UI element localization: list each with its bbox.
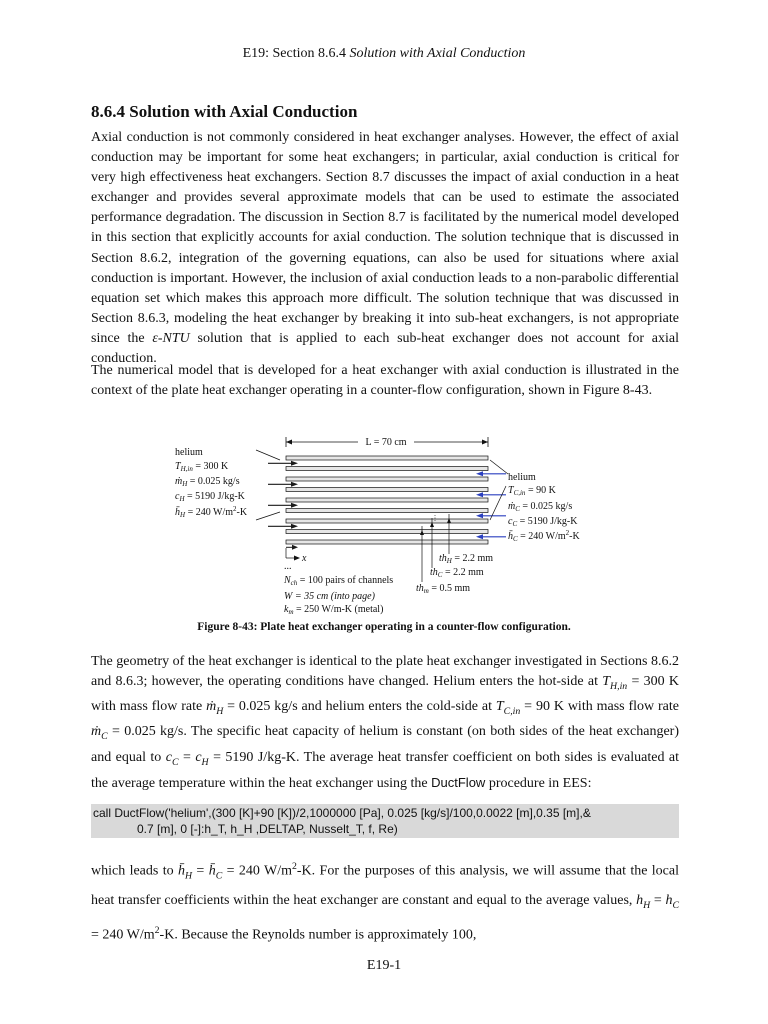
plate — [286, 456, 488, 460]
hot-flow-arrow — [268, 524, 298, 529]
p4-s7: -K. Because the Reynolds number is approximately 100, — [159, 927, 477, 943]
p4-s3: = 240 W/m — [222, 863, 292, 879]
cold-specific-heat: $c_C = 5190$ J/kg-K — [508, 516, 578, 528]
cold-flow-arrow — [476, 534, 506, 539]
p3-mc-sub: C — [101, 731, 108, 743]
hot-heat-transfer-coeff: $h̄_H = 240$ $W/m^2-K$ — [175, 505, 248, 519]
figure-caption: Figure 8-43: Plate heat exchanger operating in a counter-flow configuration. — [197, 621, 571, 633]
p3-cc-sub: C — [171, 756, 179, 768]
p4-s5: = — [650, 893, 666, 909]
p4-s1: which leads to — [91, 863, 178, 879]
p3-mc: ṁ — [91, 724, 102, 740]
p3-cc: c — [165, 749, 172, 765]
p3-ch: c — [195, 749, 202, 765]
flow-arrows-group — [268, 461, 506, 550]
metal-conductivity-label: $k_m = 250$ W/m-K (metal) — [284, 604, 384, 616]
p3-s6: = — [178, 749, 196, 765]
p3-s4: = 90 K with mass flow rate — [520, 699, 679, 715]
hot-bracket-bottom — [256, 512, 280, 520]
hot-bracket-top — [256, 450, 280, 460]
p4-s4: -K. For the purposes of this analysis, we will assume that the local heat transfer coefficients within the heat exchanger are constant and equal to the average values, — [91, 863, 679, 909]
p3-tc-sub: C,in — [503, 706, 521, 718]
x-axis-arrowhead — [294, 556, 300, 561]
plate — [286, 488, 488, 492]
p4-s2: = — [192, 863, 209, 879]
paragraph-assumption — [91, 854, 679, 948]
header-italic: Solution with Axial Conduction — [349, 46, 526, 61]
plates-group — [286, 456, 488, 544]
plate — [286, 530, 488, 534]
p3-s2: = 300 K with mass flow rate — [91, 674, 679, 715]
hot-flow-arrow — [268, 503, 298, 508]
p3-s8: procedure in EES: — [485, 775, 592, 791]
p3-mh-sub: H — [216, 706, 224, 718]
hot-fluid-label: helium — [175, 447, 203, 458]
para1-text-b: solution that is applied to each sub-heat exchanger does not account for axial conduction. — [91, 330, 680, 367]
hot-mass-flow: ṁ$_H$ = 0.025 kg/s — [175, 476, 240, 488]
cold-inlet-temp: $T_{C,in} = 90$ K — [508, 485, 556, 497]
p3-th-sub: H,in — [610, 681, 628, 693]
p3-s3: = 0.025 kg/s and helium enters the cold-side at — [223, 699, 496, 715]
width-label: W = 35 cm (into page) — [284, 591, 375, 602]
code-line-1: call DuctFlow('helium',(300 [K]+90 [K])/2,1000000 [Pa], 0.025 [kg/s]/100,0.0022 [m],0.35 [m],& — [93, 806, 591, 820]
code-block — [91, 804, 679, 838]
plate — [286, 467, 488, 471]
x-axis-label: x — [302, 553, 307, 564]
paragraph-model: The numerical model that is developed for a heat exchanger with axial conduction is illustrated in the context of the plate heat exchanger operating in a counter-flow configuration, shown in Figure 8-43. — [91, 363, 679, 399]
p4-h1-sub: H — [643, 900, 651, 912]
figure-diagram — [168, 430, 580, 620]
hot-specific-heat: $c_H = 5190$ J/kg-K — [175, 491, 245, 503]
cold-mass-flow: ṁ$_C$ = 0.025 kg/s — [508, 501, 573, 513]
plate — [286, 540, 488, 544]
p3-th: T — [602, 674, 611, 690]
p4-hh: h̄ — [177, 863, 185, 879]
p3-ch-sub: H — [201, 756, 209, 768]
thC-label: $th_C = 2.2$ mm — [430, 567, 484, 579]
p3-tc: T — [495, 699, 504, 715]
channels-ellipsis: ... — [284, 561, 292, 572]
length-arrowhead-right — [482, 440, 488, 445]
p4-hh-sub: H — [184, 870, 193, 882]
cold-fluid-label: helium — [508, 472, 536, 483]
p4-hc: h̄ — [208, 863, 216, 879]
p4-s6: = 240 W/m — [91, 927, 155, 943]
cold-flow-arrow — [476, 471, 506, 476]
thm-label: $th_m = 0.5$ mm — [416, 583, 471, 595]
cold-heat-transfer-coeff: $h̄_C = 240$ $W/m^2-K$ — [508, 529, 580, 543]
page-number: E19-1 — [366, 958, 402, 973]
cold-bracket-bottom — [490, 486, 506, 520]
figure-8-43 — [168, 430, 580, 620]
p4-hc-sub: C — [215, 870, 223, 882]
p3-mh: ṁ — [206, 699, 217, 715]
length-label: L = 70 cm — [365, 437, 407, 448]
channel-count-label: $N_{ch} = 100$ pairs of channels — [284, 575, 394, 587]
hot-flow-arrow — [268, 461, 298, 466]
header-prefix: E19: Section 8.6.4 — [242, 46, 350, 61]
section-title: 8.6.4 Solution with Axial Conduction — [91, 102, 358, 121]
plate — [286, 477, 488, 481]
p4-sup1: 2 — [291, 861, 297, 872]
para1-italic-entu: ε-NTU — [152, 330, 190, 346]
hot-flow-arrow — [286, 545, 298, 550]
page-header — [0, 46, 768, 62]
p3-s1: The geometry of the heat exchanger is identical to the plate heat exchanger investigated in Sections 8.6.2 and 8.6.3; however, the operating conditions have changed. Helium enters the hot-side at — [91, 654, 679, 690]
p4-h2: h — [665, 893, 673, 909]
code-line-2: 0.7 [m], 0 [-]:h_T, h_H ,DELTAP, Nusselt_T, f, Re) — [137, 822, 398, 836]
p3-procedure-name: DuctFlow — [431, 774, 486, 790]
p4-sup2: 2 — [154, 925, 160, 937]
plate — [286, 509, 488, 513]
hot-flow-arrow — [268, 482, 298, 487]
paragraph-intro — [91, 128, 679, 369]
cold-bracket-top — [490, 460, 508, 474]
hot-inlet-temp: $T_{H,in} = 300$ K — [175, 461, 229, 473]
plate — [286, 498, 488, 502]
plate — [286, 519, 488, 523]
p4-h2-sub: C — [672, 900, 679, 912]
p3-s7: = 5190 J/kg-K. The average heat transfer coefficient on both sides is evaluated at the average temperature within the heat exchanger using the — [91, 749, 680, 791]
p3-s5: = 0.025 kg/s. The specific heat capacity of helium is constant (on both sides of the heat exchanger) and equal to — [91, 724, 679, 765]
para1-text-a: Axial conduction is not commonly considered in heat exchanger analyses. However, the effect of axial conduction may be important for some heat exchangers; in particular, axial conduction is critical for very high effectiveness heat exchangers. Section 8.7 discusses the impact of axial conduction in a heat exchanger and provides several approximate models that can be used to estimate the associated performance degradation. The discussion in Section 8.7 is facilitated by the numerical model developed in this section that explicitly accounts for axial conduction. The solution technique that is discussed in Section 8.6.2, integration of the governing equations, can also be used for situations where axial conduction is important. However, the inclusion of axial conduction leads to a non-parabolic differential equation set which makes this approach more difficult. The solution technique that was discussed in Section 8.6.3, modeling the heat exchanger by breaking it into sub-heat exchangers, is not appropriate since the — [91, 130, 679, 346]
thH-label: $th_H = 2.2$ mm — [439, 553, 494, 565]
p4-h1: h — [636, 893, 644, 909]
length-arrowhead-left — [286, 440, 292, 445]
paragraph-geometry — [91, 652, 679, 794]
